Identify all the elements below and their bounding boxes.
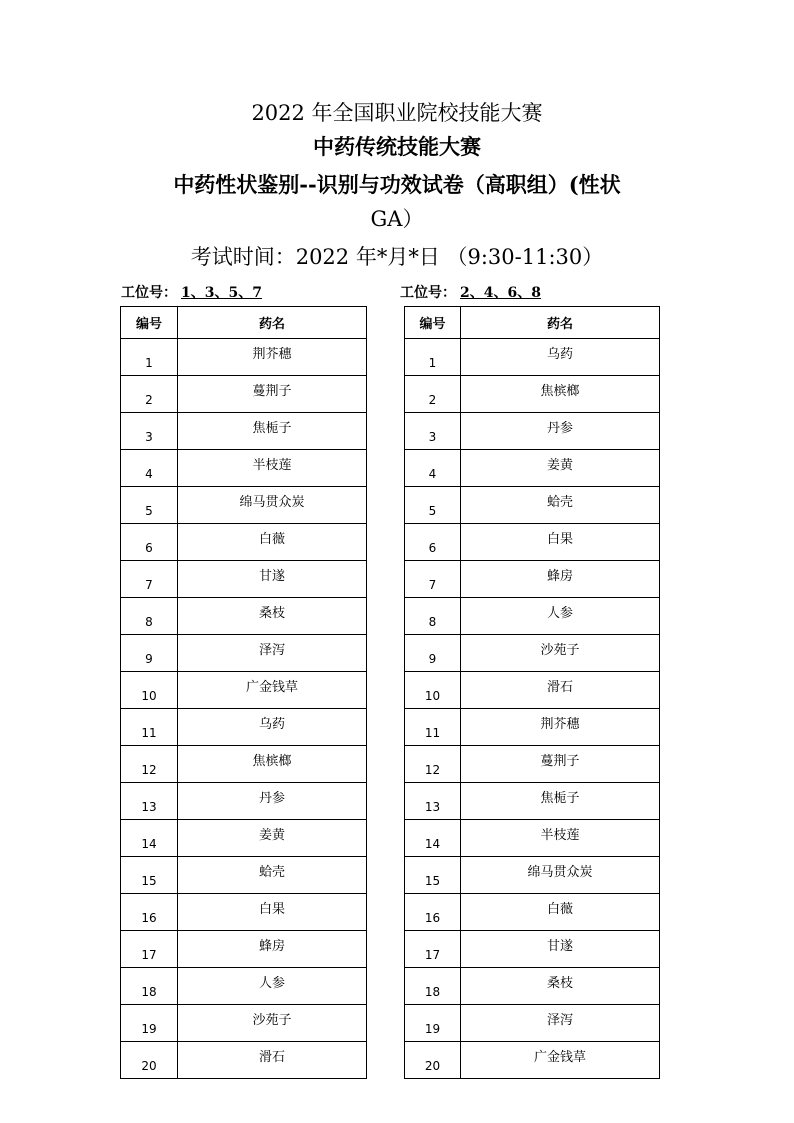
- row-number: 13: [121, 783, 178, 820]
- table-row: [121, 820, 367, 857]
- herb-name: 人参: [461, 598, 660, 635]
- row-number: 12: [405, 746, 461, 783]
- table-row: [405, 450, 660, 487]
- herb-name: 半枝莲: [461, 820, 660, 857]
- table-row: [405, 857, 660, 894]
- table-row: [121, 376, 367, 413]
- table-row: [121, 598, 367, 635]
- herb-name: 广金钱草: [178, 672, 367, 709]
- left-table-body: [121, 339, 367, 1079]
- row-number: 5: [121, 487, 178, 524]
- row-number: 13: [405, 783, 461, 820]
- station-right: [400, 282, 545, 302]
- herb-name: 绵马贯众炭: [461, 857, 660, 894]
- herb-name: 蛤壳: [461, 487, 660, 524]
- table-row: [405, 968, 660, 1005]
- left-header-no: 编号: [121, 307, 178, 339]
- row-number: 10: [121, 672, 178, 709]
- right-header-no: 编号: [405, 307, 461, 339]
- row-number: 15: [121, 857, 178, 894]
- row-number: 9: [121, 635, 178, 672]
- table-row: [121, 1042, 367, 1079]
- table-row: [121, 561, 367, 598]
- table-row: [121, 635, 367, 672]
- title-line-4: GA）: [370, 207, 424, 231]
- herb-name: 广金钱草: [461, 1042, 660, 1079]
- herb-name: 荆芥穗: [461, 709, 660, 746]
- table-row: [121, 857, 367, 894]
- herb-name: 荆芥穗: [178, 339, 367, 376]
- station-right-label: 工位号：: [400, 285, 456, 301]
- row-number: 16: [121, 894, 178, 931]
- table-row: [121, 413, 367, 450]
- left-table: [120, 306, 367, 1079]
- row-number: 1: [405, 339, 461, 376]
- table-row: [121, 783, 367, 820]
- right-table: [404, 306, 660, 1079]
- right-table-header: [405, 307, 660, 339]
- row-number: 7: [121, 561, 178, 598]
- herb-name: 滑石: [461, 672, 660, 709]
- table-row: [405, 1042, 660, 1079]
- herb-name: 乌药: [178, 709, 367, 746]
- row-number: 16: [405, 894, 461, 931]
- herb-name: 半枝莲: [178, 450, 367, 487]
- table-row: [405, 783, 660, 820]
- table-row: [405, 598, 660, 635]
- herb-name: 泽泻: [178, 635, 367, 672]
- table-row: [121, 931, 367, 968]
- table-row: [405, 1005, 660, 1042]
- row-number: 1: [121, 339, 178, 376]
- table-row: [121, 894, 367, 931]
- table-row: [405, 635, 660, 672]
- herb-name: 姜黄: [461, 450, 660, 487]
- table-row: [405, 820, 660, 857]
- table-row: [121, 746, 367, 783]
- row-number: 11: [121, 709, 178, 746]
- exam-time: 考试时间：2022 年*月*日 （9:30-11:30）: [190, 245, 604, 269]
- row-number: 2: [405, 376, 461, 413]
- row-number: 4: [121, 450, 178, 487]
- table-row: [405, 672, 660, 709]
- herb-name: 甘遂: [178, 561, 367, 598]
- title-line-3: 中药性状鉴别--识别与功效试卷（高职组）(性状: [173, 172, 621, 197]
- table-row: [405, 561, 660, 598]
- row-number: 6: [121, 524, 178, 561]
- row-number: 19: [121, 1005, 178, 1042]
- herb-name: 白薇: [178, 524, 367, 561]
- table-row: [405, 376, 660, 413]
- table-row: [405, 413, 660, 450]
- row-number: 7: [405, 561, 461, 598]
- right-table-body: [405, 339, 660, 1079]
- herb-name: 沙苑子: [178, 1005, 367, 1042]
- herb-name: 焦栀子: [178, 413, 367, 450]
- table-row: [121, 524, 367, 561]
- herb-name: 泽泻: [461, 1005, 660, 1042]
- herb-name: 白薇: [461, 894, 660, 931]
- table-row: [121, 1005, 367, 1042]
- row-number: 3: [121, 413, 178, 450]
- herb-name: 蛤壳: [178, 857, 367, 894]
- table-row: [121, 450, 367, 487]
- row-number: 15: [405, 857, 461, 894]
- left-table-header: [121, 307, 367, 339]
- row-number: 6: [405, 524, 461, 561]
- row-number: 12: [121, 746, 178, 783]
- herb-name: 丹参: [178, 783, 367, 820]
- herb-name: 绵马贯众炭: [178, 487, 367, 524]
- row-number: 18: [121, 968, 178, 1005]
- table-row: [405, 931, 660, 968]
- row-number: 17: [121, 931, 178, 968]
- table-row: [405, 524, 660, 561]
- row-number: 8: [121, 598, 178, 635]
- herb-name: 蜂房: [461, 561, 660, 598]
- herb-name: 焦槟榔: [178, 746, 367, 783]
- row-number: 8: [405, 598, 461, 635]
- herb-name: 甘遂: [461, 931, 660, 968]
- row-number: 14: [121, 820, 178, 857]
- title-line-2: 中药传统技能大赛: [313, 134, 481, 159]
- table-row: [405, 339, 660, 376]
- table-row: [405, 709, 660, 746]
- herb-name: 白果: [178, 894, 367, 931]
- row-number: 11: [405, 709, 461, 746]
- herb-name: 桑枝: [461, 968, 660, 1005]
- herb-name: 蜂房: [178, 931, 367, 968]
- herb-name: 蔓荆子: [178, 376, 367, 413]
- station-left: [121, 282, 266, 302]
- table-row: [121, 709, 367, 746]
- title-line-1: 2022 年全国职业院校技能大赛: [251, 101, 543, 125]
- row-number: 5: [405, 487, 461, 524]
- table-row: [405, 746, 660, 783]
- table-row: [121, 672, 367, 709]
- row-number: 17: [405, 931, 461, 968]
- herb-name: 丹参: [461, 413, 660, 450]
- row-number: 9: [405, 635, 461, 672]
- row-number: 20: [121, 1042, 178, 1079]
- table-row: [405, 894, 660, 931]
- row-number: 4: [405, 450, 461, 487]
- row-number: 20: [405, 1042, 461, 1079]
- left-header-name: 药名: [178, 307, 367, 339]
- row-number: 19: [405, 1005, 461, 1042]
- row-number: 2: [121, 376, 178, 413]
- station-left-label: 工位号：: [121, 285, 177, 301]
- table-row: [121, 487, 367, 524]
- row-number: 14: [405, 820, 461, 857]
- table-row: [121, 968, 367, 1005]
- herb-name: 焦槟榔: [461, 376, 660, 413]
- herb-name: 蔓荆子: [461, 746, 660, 783]
- herb-name: 焦栀子: [461, 783, 660, 820]
- herb-name: 姜黄: [178, 820, 367, 857]
- row-number: 18: [405, 968, 461, 1005]
- right-header-name: 药名: [461, 307, 660, 339]
- station-left-numbers: 1、3、5、7: [181, 285, 262, 301]
- row-number: 3: [405, 413, 461, 450]
- herb-name: 乌药: [461, 339, 660, 376]
- table-row: [121, 339, 367, 376]
- herb-name: 白果: [461, 524, 660, 561]
- herb-name: 桑枝: [178, 598, 367, 635]
- station-right-numbers: 2、4、6、8: [460, 285, 541, 301]
- herb-name: 人参: [178, 968, 367, 1005]
- herb-name: 滑石: [178, 1042, 367, 1079]
- herb-name: 沙苑子: [461, 635, 660, 672]
- row-number: 10: [405, 672, 461, 709]
- table-row: [405, 487, 660, 524]
